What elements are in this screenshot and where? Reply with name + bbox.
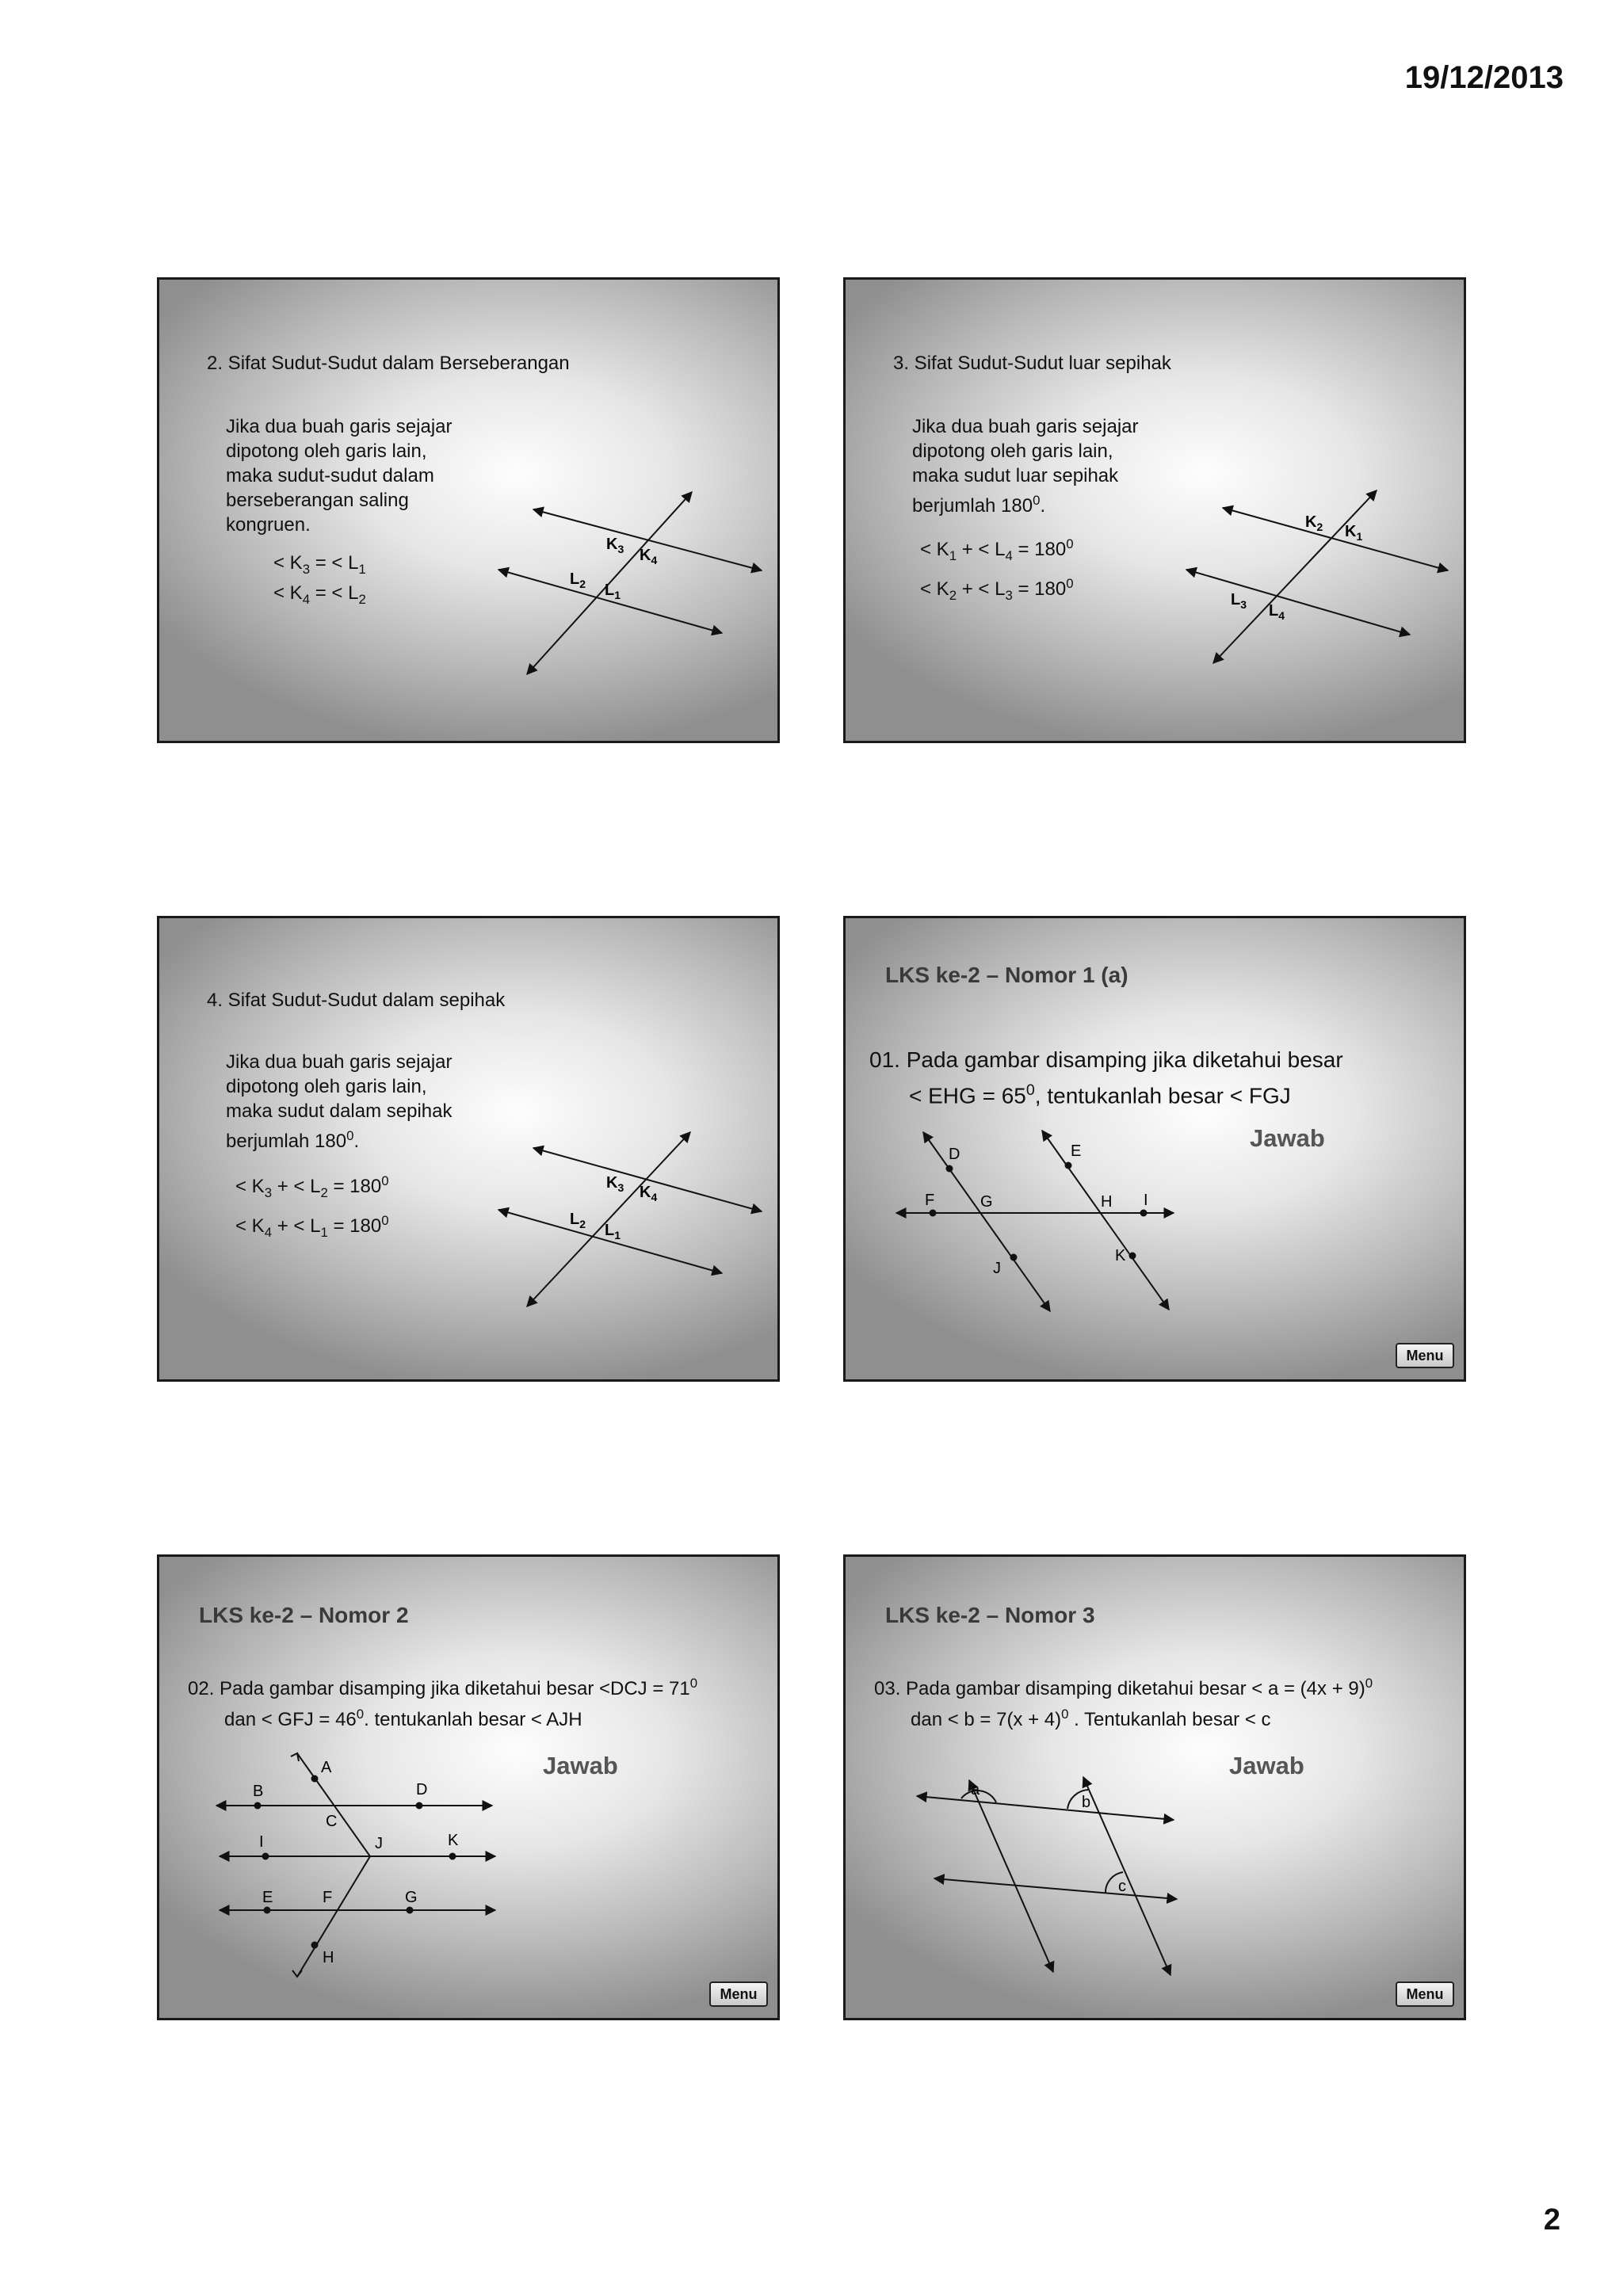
point-label-h: H [323, 1949, 334, 1966]
point-label-b: B [253, 1783, 264, 1800]
point-label-e: E [262, 1889, 273, 1906]
slide-heading: LKS ke-2 – Nomor 2 [199, 1603, 409, 1627]
body-line: Jika dua buah garis sejajar [226, 1051, 453, 1073]
body-line: Jika dua buah garis sejajar [226, 416, 453, 437]
slide-lks-nomor-2 [157, 1554, 780, 2020]
label-l4: $L_4$ [1269, 602, 1285, 622]
body-line: maka sudut dalam sepihak [226, 1100, 453, 1122]
point-label-i: I [1144, 1192, 1148, 1209]
label-k4: $K_4$ [640, 1184, 658, 1203]
parallel-lines-figure [846, 280, 1466, 743]
body-line: berjumlah $180^0$. [226, 1128, 360, 1152]
formula-2: < $K_2$ + < $L_3 = 180^0$ [920, 576, 1074, 603]
point-label-i: I [259, 1833, 264, 1851]
slide-interior-same-side-angles [157, 916, 780, 1382]
body-line: maka sudut luar sepihak [912, 465, 1119, 486]
slide-alternate-interior-angles [157, 277, 780, 743]
slide-title: 3. Sifat Sudut-Sudut luar sepihak [893, 353, 1171, 374]
slide-title: 2. Sifat Sudut-Sudut dalam Berseberangan [207, 353, 570, 374]
body-line: berseberangan saling [226, 490, 409, 511]
point-label-f: F [323, 1889, 333, 1906]
label-k3: $K_3$ [606, 536, 624, 555]
geometry-figure [846, 1557, 1466, 2020]
angle-label-a: a [971, 1781, 980, 1798]
point-label-k: K [448, 1832, 459, 1849]
label-l1: $L_1$ [605, 582, 621, 601]
point-label-h: H [1101, 1193, 1113, 1211]
answer-link[interactable]: Jawab [1229, 1752, 1304, 1779]
menu-button[interactable]: Menu [1396, 1343, 1454, 1368]
point-label-k: K [1115, 1247, 1126, 1264]
slide-exterior-same-side-angles [843, 277, 1466, 743]
slide-title: 4. Sifat Sudut-Sudut dalam sepihak [207, 990, 506, 1011]
body-line: dipotong oleh garis lain, [912, 441, 1113, 462]
point-label-c: C [326, 1813, 338, 1830]
point-label-d: D [949, 1146, 960, 1163]
body-line: maka sudut-sudut dalam [226, 465, 434, 486]
body-line: kongruen. [226, 514, 311, 536]
label-k2: $K_2$ [1305, 513, 1323, 533]
slide-lks-nomor-1a [843, 916, 1466, 1382]
label-l2: $L_2$ [570, 570, 586, 590]
point-label-j: J [993, 1260, 1001, 1277]
formula-1: < $K_3$ + < $L_2 = 180^0$ [235, 1173, 389, 1200]
answer-link[interactable]: Jawab [543, 1752, 618, 1779]
formula-2: < $K_4$ + < $L_1 = 180^0$ [235, 1213, 389, 1240]
slide-heading: LKS ke-2 – Nomor 3 [885, 1603, 1095, 1627]
angle-label-c: c [1118, 1878, 1126, 1895]
point-label-g: G [980, 1193, 993, 1211]
menu-button[interactable]: Menu [1396, 1981, 1454, 2007]
angle-label-b: b [1082, 1794, 1091, 1811]
question-text: 03. Pada gambar disamping diketahui besar < $a = (4x + 9)^0$ dan < $b = 7(x + 4)^0$ . Tentukanlah besar < c [874, 1676, 1373, 1730]
question-text: 01. Pada gambar disamping jika diketahui besar < EHG = $65^0$, tentukanlah besar < FGJ [869, 1047, 1343, 1108]
page-number: 2 [1543, 2203, 1560, 2237]
slide-lks-nomor-3 [843, 1554, 1466, 2020]
parallel-line-bottom [498, 570, 722, 633]
point-label-g: G [405, 1889, 418, 1906]
point-label-j: J [375, 1835, 383, 1852]
formula-1: < $K_1$ + < $L_4 = 180^0$ [920, 536, 1074, 563]
answer-link[interactable]: Jawab [1250, 1124, 1325, 1152]
formula-1: < $K_3$ = < $L_1$ [273, 552, 366, 577]
slide-heading: LKS ke-2 – Nomor 1 (a) [885, 963, 1128, 987]
label-l2: $L_2$ [570, 1211, 586, 1230]
body-line: berjumlah $180^0$. [912, 493, 1046, 517]
body-line: dipotong oleh garis lain, [226, 1076, 427, 1097]
parallel-lines-figure [159, 280, 780, 743]
menu-button[interactable]: Menu [709, 1981, 768, 2007]
point-label-f: F [925, 1192, 935, 1209]
point-label-a: A [321, 1759, 332, 1776]
point-label-e: E [1071, 1142, 1082, 1160]
label-l1: $L_1$ [605, 1222, 621, 1241]
body-line: Jika dua buah garis sejajar [912, 416, 1139, 437]
question-text: 02. Pada gambar disamping jika diketahui besar $<DCJ = 71^0$ dan < GFJ = $46^0$. tentukanlah besar < AJH [188, 1676, 698, 1730]
label-l3: $L_3$ [1231, 591, 1247, 611]
parallel-lines-figure [159, 918, 780, 1382]
label-k3: $K_3$ [606, 1174, 624, 1194]
geometry-figure [159, 1557, 780, 2020]
body-line: dipotong oleh garis lain, [226, 441, 427, 462]
formula-2: < $K_4$ = < $L_2$ [273, 582, 366, 607]
point-label-d: D [416, 1781, 428, 1798]
label-k4: $K_4$ [640, 547, 658, 566]
document-date: 19/12/2013 [1404, 60, 1564, 95]
geometry-figure [846, 918, 1466, 1382]
label-k1: $K_1$ [1345, 523, 1363, 543]
